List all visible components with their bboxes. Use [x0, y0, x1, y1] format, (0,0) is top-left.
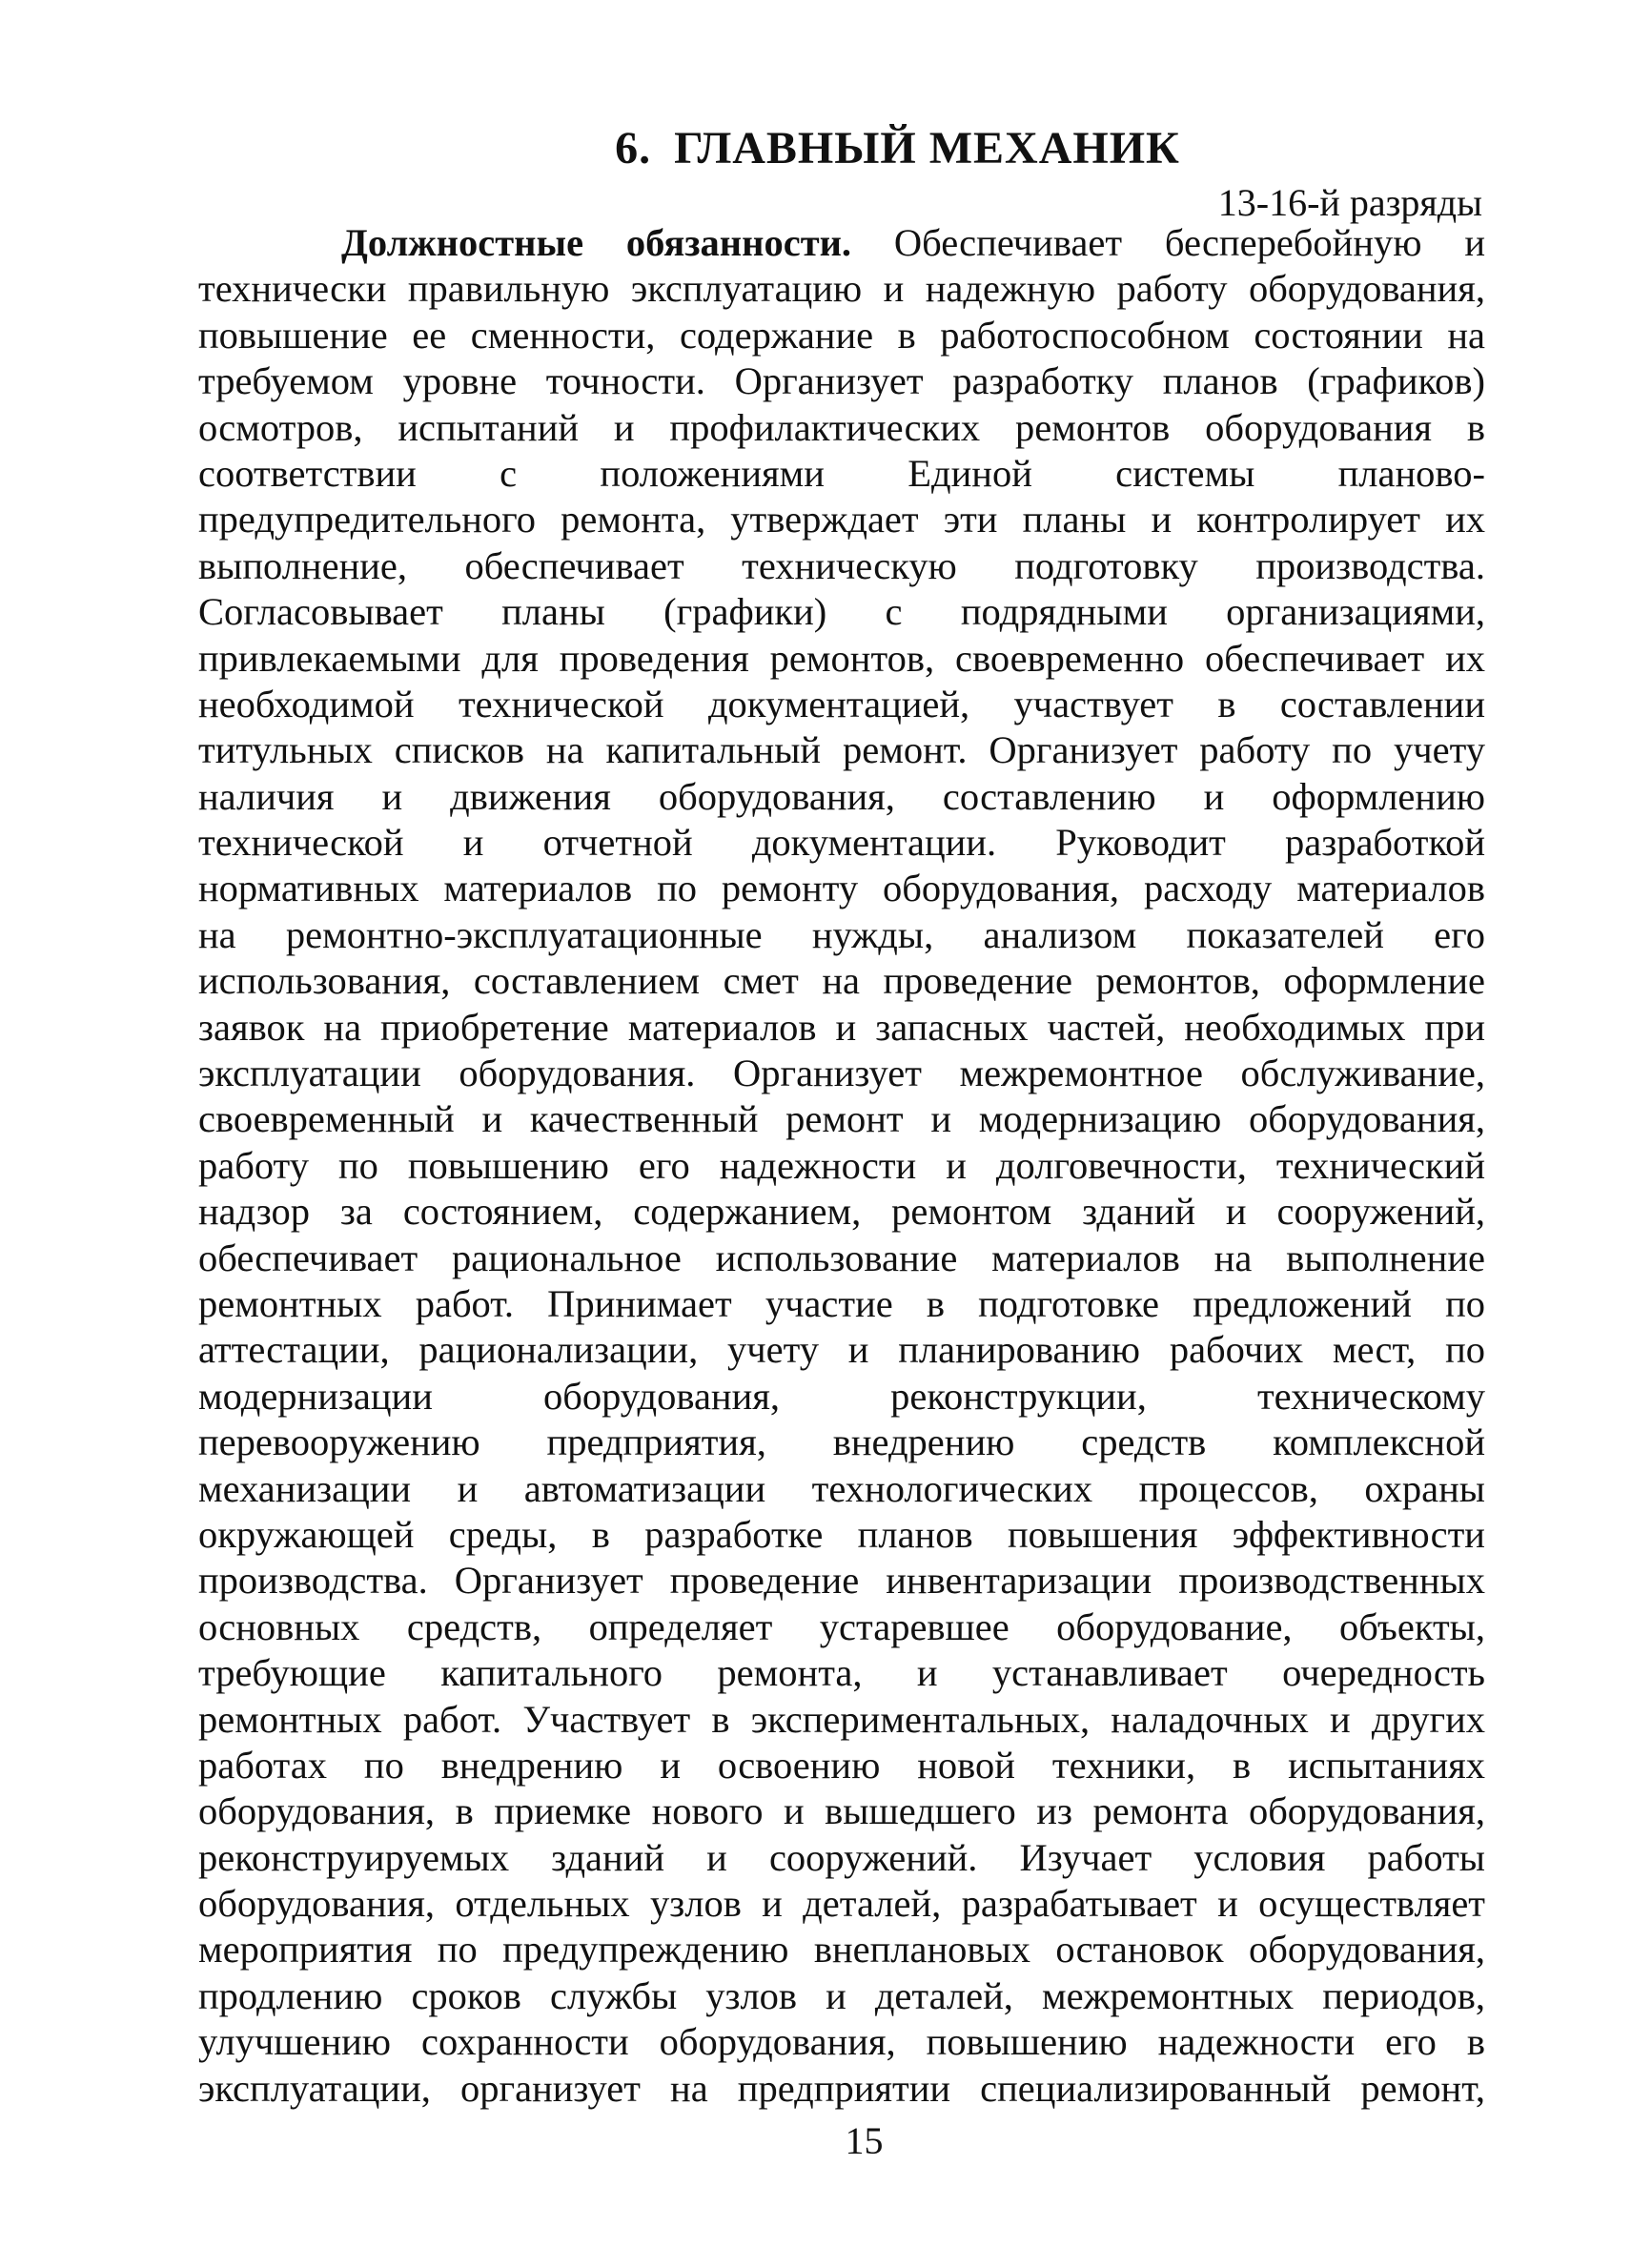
- paragraph-line-text: продлению сроков службы узлов и деталей, межремонтных периодов,: [198, 1973, 1485, 2017]
- paragraph-line-text: модернизации оборудования, реконструкции, техническому: [198, 1374, 1485, 1418]
- paragraph-line: [198, 1881, 1485, 1927]
- paragraph-line-text: на ремонтно-эксплуатационные нужды, анализом показателей его: [198, 912, 1485, 956]
- paragraph-line: [198, 1466, 1485, 1512]
- paragraph-line-text: ремонтных работ. Принимает участие в подготовке предложений по: [198, 1281, 1485, 1325]
- paragraph-line-text: заявок на приобретение материалов и запасных частей, необходимых при: [198, 1005, 1485, 1049]
- paragraph-line-text: улучшению сохранности оборудования, повышению надежности его в: [198, 2020, 1485, 2064]
- paragraph-line: [198, 497, 1485, 542]
- paragraph-line-text: надзор за состоянием, содержанием, ремонтом зданий и сооружений,: [198, 1190, 1485, 1234]
- paragraph-line: [198, 1096, 1485, 1142]
- paragraph-line-text: выполнение, обеспечивает техническую подготовку производства.: [198, 543, 1485, 587]
- section-title: ГЛАВНЫЙ МЕХАНИК: [674, 123, 1180, 174]
- paragraph-line: [198, 1420, 1485, 1465]
- paragraph-line-text: эксплуатации, организует на предприятии специализированный ремонт,: [198, 2066, 1485, 2110]
- paragraph-line-text: наличия и движения оборудования, составлению и оформлению: [198, 774, 1485, 818]
- paragraph-line-text: основных средств, определяет устаревшее оборудование, объекты,: [198, 1604, 1485, 1648]
- paragraph-line: [198, 266, 1485, 312]
- duties-paragraph: [198, 220, 1485, 2112]
- paragraph-line: [198, 2066, 1485, 2112]
- paragraph-line: [198, 358, 1485, 404]
- paragraph-line: [198, 451, 1485, 497]
- paragraph-line: [198, 1374, 1485, 1420]
- paragraph-line: [198, 1604, 1485, 1650]
- paragraph-line: [198, 682, 1485, 727]
- duties-lead: Должностные обязанности.: [341, 221, 852, 264]
- paragraph-line-text: окружающей среды, в разработке планов повышения эффективности: [198, 1512, 1485, 1556]
- paragraph-line: [198, 1281, 1485, 1327]
- paragraph-line-text: перевооружению предприятия, внедрению средств комплексной: [198, 1420, 1485, 1464]
- paragraph-line-text: технической и отчетной документации. Руководит разработкой: [198, 821, 1485, 865]
- paragraph-line-text: аттестации, рационализации, учету и планированию рабочих мест, по: [198, 1328, 1485, 1372]
- section-number: 6.: [615, 123, 652, 174]
- paragraph-line: [198, 866, 1485, 911]
- paragraph-line: [198, 1051, 1485, 1096]
- paragraph-line-text: требуемом уровне точности. Организует разработку планов (графиков): [198, 359, 1485, 403]
- paragraph-line-text: использования, составлением смет на проведение ремонтов, оформление: [198, 959, 1485, 1003]
- section-heading: [0, 122, 1652, 174]
- paragraph-line: [198, 1743, 1485, 1788]
- paragraph-line: [198, 1143, 1485, 1189]
- paragraph-line-text: привлекаемыми для проведения ремонтов, своевременно обеспечивает их: [198, 636, 1485, 680]
- paragraph-line-text: Согласовывает планы (графики) с подрядными организациями,: [198, 590, 1485, 634]
- paragraph-line-text: работах по внедрению и освоению новой техники, в испытаниях: [198, 1743, 1485, 1787]
- paragraph-line-text: титульных списков на капитальный ремонт. Организует работу по учету: [198, 728, 1485, 772]
- paragraph-line-text: реконструируемых зданий и сооружений. Изучает условия работы: [198, 1835, 1485, 1879]
- paragraph-line-text: технически правильную эксплуатацию и надежную работу оборудования,: [198, 267, 1485, 311]
- paragraph-line-text: предупредительного ремонта, утверждает эти планы и контролирует их: [198, 498, 1485, 541]
- paragraph-line: [198, 1927, 1485, 1972]
- paragraph-line: [198, 958, 1485, 1004]
- paragraph-line: [198, 1327, 1485, 1373]
- paragraph-line: [198, 220, 1485, 266]
- paragraph-line: [198, 1005, 1485, 1051]
- paragraph-line: [198, 1236, 1485, 1281]
- page-number: 15: [845, 2119, 884, 2162]
- paragraph-line: [198, 589, 1485, 635]
- paragraph-line-text: осмотров, испытаний и профилактических ремонтов оборудования в: [198, 405, 1485, 449]
- paragraph-line: [198, 405, 1485, 451]
- paragraph-line: [198, 1973, 1485, 2019]
- paragraph-line-text: производства. Организует проведение инвентаризации производственных: [198, 1559, 1485, 1603]
- paragraph-line: [198, 1512, 1485, 1558]
- paragraph-line: [198, 2019, 1485, 2065]
- paragraph-line-text: эксплуатации оборудования. Организует межремонтное обслуживание,: [198, 1052, 1485, 1095]
- grade-range: 13-16-й разряды: [1217, 181, 1482, 224]
- paragraph-line: [198, 1788, 1485, 1834]
- paragraph-line: [198, 774, 1485, 820]
- paragraph-line-text: механизации и автоматизации технологических процессов, охраны: [198, 1466, 1485, 1510]
- paragraph-line: [198, 543, 1485, 589]
- paragraph-line-text: соответствии с положениями Единой системы планово-: [198, 451, 1485, 495]
- paragraph-line-text: своевременный и качественный ремонт и модернизацию оборудования,: [198, 1097, 1485, 1141]
- paragraph-line: [198, 313, 1485, 358]
- paragraph-line: [198, 636, 1485, 682]
- paragraph-line: [198, 1650, 1485, 1696]
- paragraph-line: [198, 1558, 1485, 1604]
- paragraph-line-text: оборудования, отдельных узлов и деталей, разрабатывает и осуществляет: [198, 1882, 1485, 1926]
- paragraph-line: [198, 1835, 1485, 1881]
- paragraph-line: [198, 912, 1485, 958]
- paragraph-line: [198, 1697, 1485, 1743]
- paragraph-line: [198, 820, 1485, 866]
- paragraph-line-text: Обеспечивает бесперебойную и: [851, 221, 1486, 264]
- paragraph-line: [198, 1189, 1485, 1235]
- paragraph-line-text: ремонтных работ. Участвует в экспериментальных, наладочных и других: [198, 1697, 1485, 1741]
- paragraph-line-text: обеспечивает рациональное использование материалов на выполнение: [198, 1236, 1485, 1279]
- paragraph-line-text: требующие капитального ремонта, и устанавливает очередность: [198, 1651, 1485, 1695]
- paragraph-line-text: повышение ее сменности, содержание в работоспособном состоянии на: [198, 313, 1485, 357]
- paragraph-line-text: нормативных материалов по ремонту оборудования, расходу материалов: [198, 867, 1485, 910]
- paragraph-line-text: необходимой технической документацией, участвует в составлении: [198, 682, 1485, 725]
- paragraph-line-text: оборудования, в приемке нового и вышедшего из ремонта оборудования,: [198, 1789, 1485, 1833]
- paragraph-line-text: работу по повышению его надежности и долговечности, технический: [198, 1143, 1485, 1187]
- paragraph-line-text: мероприятия по предупреждению внеплановых остановок оборудования,: [198, 1928, 1485, 1972]
- paragraph-line: [198, 727, 1485, 773]
